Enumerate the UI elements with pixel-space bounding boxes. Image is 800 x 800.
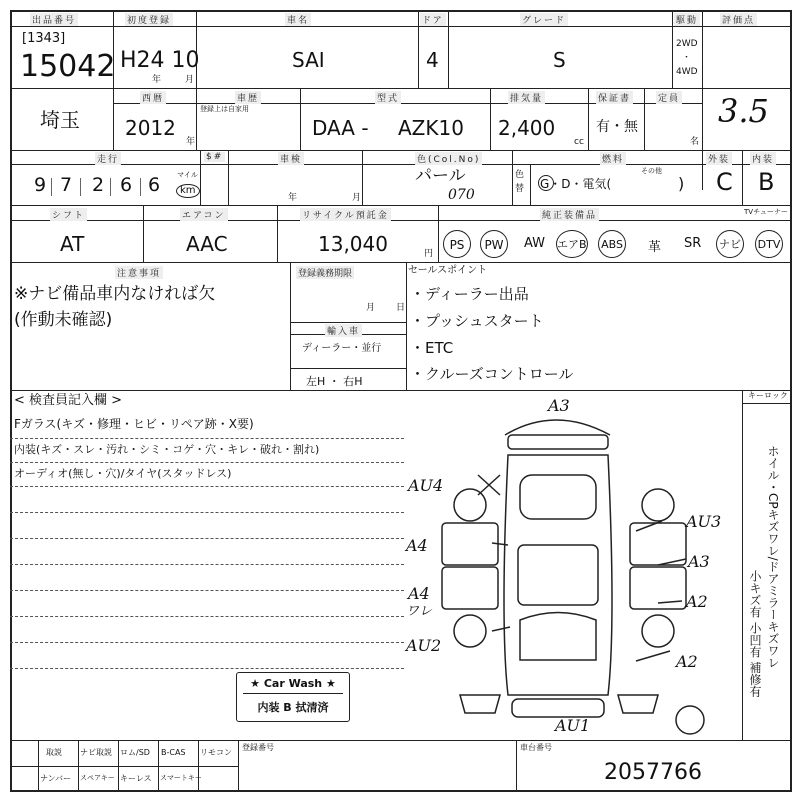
equipment-navi: ナビ — [716, 230, 744, 258]
first-reg: H24 10 — [120, 48, 200, 73]
inspector-line-2: 内装(キズ・スレ・汚れ・シミ・コゲ・穴・キレ・破れ・割れ) — [14, 443, 320, 456]
row1-bottom-line — [10, 88, 792, 89]
equipment-aw: AW — [524, 236, 546, 251]
equipment-airbag: エアB — [556, 230, 588, 258]
footer-navi-manual: ナビ取説 — [80, 748, 112, 757]
inspector-line-1: Fガラス(キズ・修理・ヒビ・リペア跡・X要) — [14, 417, 254, 431]
model-year: 2012 — [125, 116, 176, 140]
side-note-1: ホイル・CPキズワレ/ドアミラーキズワレ — [766, 445, 780, 669]
mileage-km-circle: km — [176, 184, 200, 198]
footer-manual: 取説 — [46, 748, 62, 757]
grade: S — [553, 48, 566, 72]
lot-no: 15042 — [20, 49, 116, 84]
fuel: G・D・電気( — [540, 177, 612, 191]
doors-label: ドア — [420, 13, 446, 26]
row1-header-line — [10, 26, 792, 27]
equipment-pw: PW — [480, 230, 508, 258]
caution-line-2: (作動未確認) — [14, 310, 113, 330]
handle-side: 左H ・ 右H — [306, 375, 363, 388]
damage-mark-front-left: AU2 — [406, 636, 442, 655]
equipment-leather: 革 — [648, 240, 662, 255]
import-value: ディーラー・並行 — [302, 343, 382, 354]
model: AZK10 — [398, 116, 464, 140]
displacement: 2,400 — [498, 116, 556, 140]
damage-mark-rear-left: AU4 — [408, 476, 444, 495]
sales-point-1: ・ディーラー出品 — [410, 285, 529, 303]
first-reg-label: 初度登録 — [125, 13, 173, 26]
damage-mark-rear: A3 — [548, 396, 570, 415]
region: 埼玉 — [40, 108, 80, 132]
footer-rom-sd: ロム/SD — [120, 748, 150, 757]
equipment-sr: SR — [684, 236, 702, 251]
damage-mark-left-front-door-note: ワレ — [406, 604, 433, 619]
doors: 4 — [426, 48, 439, 72]
side-note-2: 小キズ有 小凹有 補修有 — [748, 570, 762, 698]
car-name-label: 車名 — [285, 13, 311, 26]
sales-point-4: ・クルーズコントロール — [410, 365, 574, 383]
footer-keyless: キーレス — [120, 774, 152, 783]
damage-mark-right-rear-door: A3 — [688, 552, 710, 571]
recycle-fee: 13,040 — [318, 232, 388, 256]
footer-smart-key: スマートキー — [160, 774, 202, 782]
fuel-g-circle — [538, 175, 554, 191]
shift: AT — [60, 232, 85, 256]
lot-no-label: 出品番号 — [30, 13, 78, 26]
equipment-dtv: DTV — [755, 230, 783, 258]
damage-mark-left-rear-door: A4 — [406, 536, 428, 555]
car-wash-stamp: ★ Car Wash ★ 内装 B 拭清済 — [236, 672, 350, 722]
inspector-title: < 検査員記入欄 > — [14, 393, 123, 408]
sales-point-3: ・ETC — [410, 339, 454, 357]
damage-mark-front-right: A2 — [676, 652, 698, 671]
chassis-number: 2057766 — [604, 760, 702, 785]
exterior-grade: C — [716, 168, 733, 196]
footer-remote: リモコン — [200, 748, 232, 757]
model-prefix: DAA - — [312, 116, 369, 140]
interior-grade: B — [758, 168, 775, 196]
footer-number-plate: ナンバー — [40, 774, 72, 783]
mileage: 9 7 2 6 6 — [34, 174, 161, 196]
warranty: 有・無 — [596, 119, 638, 135]
grade-label: グレード — [520, 13, 568, 26]
inspector-line-3: オーディオ(無し・穴)/タイヤ(スタッドレス) — [14, 467, 232, 480]
rear-bumper-outline — [505, 420, 610, 435]
equipment-ps: PS — [443, 230, 471, 258]
damage-mark-right-front-door: A2 — [686, 592, 708, 611]
footer-bcas: B-CAS — [161, 748, 186, 757]
lot-no-small: [1343] — [22, 31, 66, 46]
caution-line-1: ※ナビ備品車内なければ欠 — [14, 284, 216, 304]
footer-spare-key: スペアキー — [80, 774, 115, 782]
damage-mark-left-front-door: A4 — [408, 584, 430, 603]
color-no: 070 — [448, 187, 475, 203]
score: 3.5 — [718, 92, 769, 130]
damage-mark-front: AU1 — [555, 716, 591, 735]
sales-point-2: ・プッシュスタート — [410, 312, 544, 330]
damage-mark-rear-right: AU3 — [686, 512, 722, 531]
color: パール — [415, 166, 466, 186]
ac: AAC — [186, 232, 228, 256]
drive-label: 駆動 — [674, 13, 700, 26]
score-label: 評価点 — [720, 13, 757, 26]
car-damage-diagram — [400, 395, 740, 740]
equipment-abs: ABS — [598, 230, 626, 258]
car-name: SAI — [292, 48, 325, 72]
